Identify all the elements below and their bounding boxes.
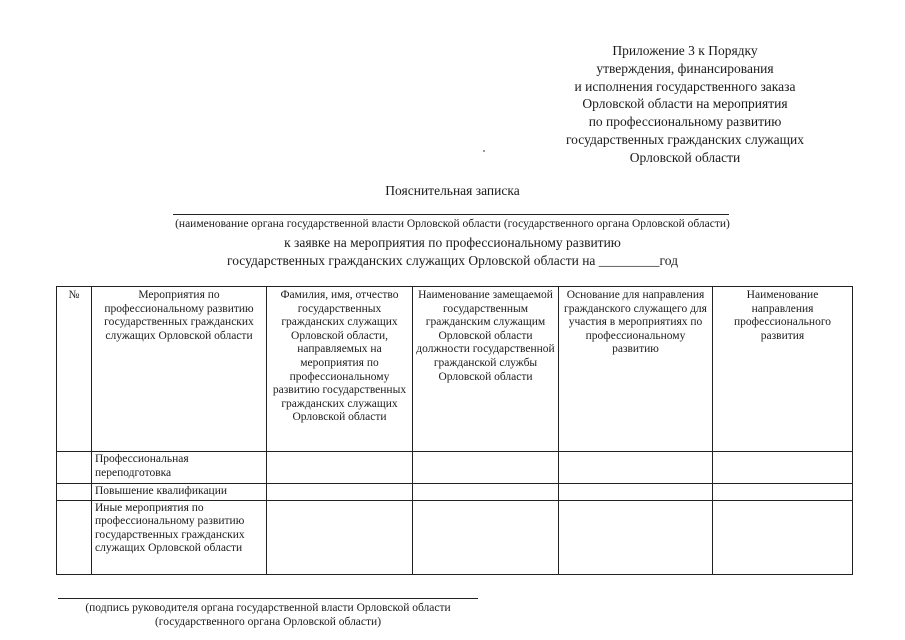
table-cell[interactable] xyxy=(413,452,559,484)
request-line: к заявке на мероприятия по профессиональному развитию xyxy=(284,235,621,250)
table-cell[interactable] xyxy=(559,500,713,574)
table-row xyxy=(57,484,853,501)
table-cell[interactable] xyxy=(267,452,413,484)
column-header-full-name: Фамилия, имя, отчество государственных гражданских служащих Орловской области, направляемых на мероприятия по профессиональному развитию государственных гражданских служащих Орловской области xyxy=(267,287,413,452)
table-cell[interactable] xyxy=(267,500,413,574)
column-header-position: Наименование замещаемой государственным гражданским служащим Орловской области должности государственной гражданской службы Орловской области xyxy=(413,287,559,452)
column-header-number: № xyxy=(57,287,92,452)
table-cell[interactable] xyxy=(713,500,853,574)
appendix-line: государственных гражданских служащих xyxy=(565,131,805,147)
column-header-direction: Наименование направления профессионального развития xyxy=(713,287,853,452)
table-cell[interactable] xyxy=(713,452,853,484)
organ-name-line xyxy=(173,214,729,215)
table-row xyxy=(57,452,853,484)
table-cell[interactable] xyxy=(267,484,413,501)
table-cell[interactable] xyxy=(413,500,559,574)
column-header-events: Мероприятия по профессиональному развитию государственных гражданских служащих Орловской области xyxy=(92,287,267,452)
column-header-grounds: Основание для направления гражданского служащего для участия в мероприятиях по профессиональному развитию xyxy=(559,287,713,452)
appendix-line: по профессиональному развитию xyxy=(588,114,782,130)
signature-line xyxy=(58,598,478,599)
appendix-line: утверждения, финансирования xyxy=(596,60,774,76)
scan-speck xyxy=(483,150,485,152)
table-cell[interactable] xyxy=(57,452,92,484)
row-label: Профессиональная переподготовка xyxy=(92,452,267,484)
table-cell[interactable] xyxy=(559,484,713,501)
appendix-line: Орловской области xyxy=(629,149,741,165)
table-cell[interactable] xyxy=(57,484,92,501)
table-header-row xyxy=(57,287,853,452)
organ-name-caption: (наименование органа государственной власти Орловской области (государственного органа Орловской области) xyxy=(175,218,730,230)
table-cell[interactable] xyxy=(713,484,853,501)
table-cell[interactable] xyxy=(57,500,92,574)
appendix-line: Орловской области на мероприятия xyxy=(582,96,788,112)
appendix-line: Приложение 3 к Порядку xyxy=(612,43,758,58)
signature-caption-line: (государственного органа Орловской области) xyxy=(154,616,382,628)
request-line: государственных гражданских служащих Орловской области на _________год xyxy=(227,252,678,268)
table-cell[interactable] xyxy=(413,484,559,501)
appendix-header xyxy=(540,42,830,167)
table-row xyxy=(57,500,853,574)
row-label: Повышение квалификации xyxy=(92,484,267,501)
signature-caption-line: (подпись руководителя органа государственной власти Орловской области xyxy=(85,602,451,614)
row-label: Иные мероприятия по профессиональному развитию государственных гражданских служащих Орловской области xyxy=(92,500,267,574)
events-table xyxy=(56,286,853,575)
request-subtitle xyxy=(0,234,905,269)
appendix-line: и исполнения государственного заказа xyxy=(574,78,796,94)
signature-caption xyxy=(58,601,478,629)
table-cell[interactable] xyxy=(559,452,713,484)
document-title: Пояснительная записка xyxy=(385,183,520,198)
